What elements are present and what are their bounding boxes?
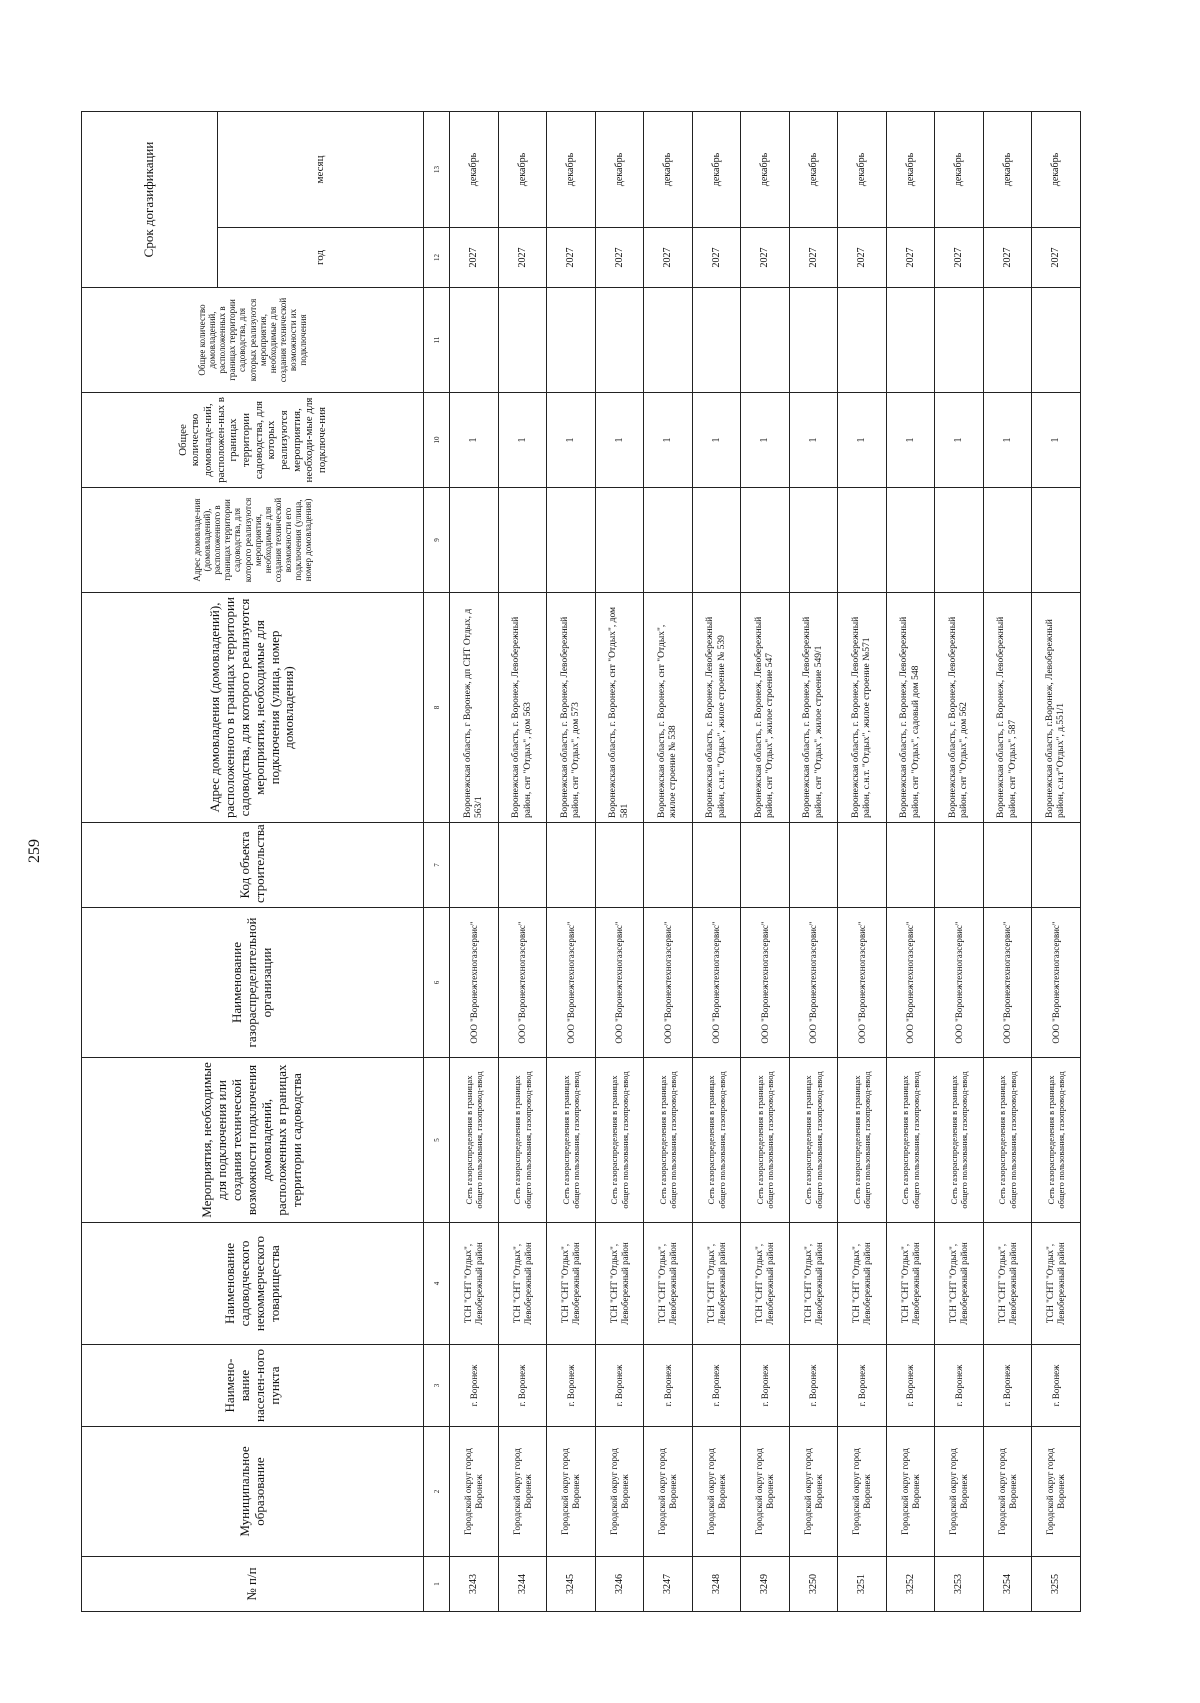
cell-activity: Сеть газораспределения в границах общего пользования, газопровод-ввод [692,1058,741,1223]
cell-month: декабрь [983,112,1032,228]
table-row [838,112,887,1612]
cell-object-code [983,823,1032,908]
cell-gas-org: ООО "Воронежтехногазсервис" [547,908,596,1058]
cell-year: 2027 [789,228,838,288]
cell-row-number: 3251 [838,1557,887,1612]
cell-municipality: Городской округ город Воронеж [741,1427,790,1557]
cell-activity: Сеть газораспределения в границах общего пользования, газопровод-ввод [595,1058,644,1223]
cell-municipality: Городской округ город Воронеж [983,1427,1032,1557]
cell-activity: Сеть газораспределения в границах общего пользования, газопровод-ввод [935,1058,984,1223]
cell-year: 2027 [741,228,790,288]
cell-year: 2027 [450,228,499,288]
cell-gas-org: ООО "Воронежтехногазсервис" [450,908,499,1058]
cell-count-connection: 1 [1032,393,1081,488]
cell-snt-name: ТСН "СНТ "Отдых", Левобережный район [741,1223,790,1345]
cell-address: Воронежская область, г. Воронеж, Левобережный район, снт "Отдых", садовый дом 548 [886,593,935,823]
cell-address-capability [935,488,984,593]
cell-month: декабрь [1032,112,1081,228]
cell-municipality: Городской округ город Воронеж [595,1427,644,1557]
cell-row-number: 3255 [1032,1557,1081,1612]
cell-address: Воронежская область, г. Воронеж, Левобережный район, с.н.т. "Отдых", жилое строение №571 [838,593,887,823]
cell-count-connection: 1 [741,393,790,488]
cell-month: декабрь [935,112,984,228]
cell-row-number: 3245 [547,1557,596,1612]
cell-settlement: г. Воронеж [935,1345,984,1427]
header-settlement: Наимено-вание населен-ного пункта [82,1345,424,1427]
column-number: 9 [424,488,450,593]
cell-settlement: г. Воронеж [838,1345,887,1427]
cell-address: Воронежская область, г Воронеж, дп СНТ Отдых, д 563/1 [450,593,499,823]
cell-month: декабрь [595,112,644,228]
cell-settlement: г. Воронеж [498,1345,547,1427]
cell-activity: Сеть газораспределения в границах общего пользования, газопровод-ввод [1032,1058,1081,1223]
cell-municipality: Городской округ город Воронеж [935,1427,984,1557]
cell-address: Воронежская область, г. Воронеж, Левобережный район, снт "Отдых", дом 563 [498,593,547,823]
column-number: 7 [424,823,450,908]
header-count-connection: Общее количество домовладе-ний, расположен-ных в границах территории садоводства, для которых реализуются мероприятия, необходи-мые для подключе-ния [82,393,424,488]
cell-object-code [935,823,984,908]
cell-snt-name: ТСН "СНТ "Отдых", Левобережный район [595,1223,644,1345]
cell-address: Воронежская область, г. Воронеж, Левобережный район, снт "Отдых", дом 573 [547,593,596,823]
cell-month: декабрь [789,112,838,228]
cell-object-code [789,823,838,908]
cell-snt-name: ТСН "СНТ "Отдых", Левобережный район [838,1223,887,1345]
cell-gas-org: ООО "Воронежтехногазсервис" [983,908,1032,1058]
table-row [1032,112,1081,1612]
column-number: 11 [424,288,450,393]
cell-settlement: г. Воронеж [789,1345,838,1427]
cell-settlement: г. Воронеж [1032,1345,1081,1427]
cell-settlement: г. Воронеж [595,1345,644,1427]
cell-count-connection: 1 [450,393,499,488]
cell-row-number: 3254 [983,1557,1032,1612]
cell-year: 2027 [838,228,887,288]
cell-address: Воронежская область, г. Воронеж, снт "Отдых", дом 581 [595,593,644,823]
header-object-code: Код объекта строительства [82,823,424,908]
cell-count-connection: 1 [838,393,887,488]
cell-row-number: 3249 [741,1557,790,1612]
cell-address: Воронежская область, г. Воронеж, снт "Отдых", жилое строение № 538 [644,593,693,823]
cell-count-capability [595,288,644,393]
cell-address-capability [886,488,935,593]
cell-municipality: Городской округ город Воронеж [789,1427,838,1557]
cell-address: Воронежская область, г. Воронеж, Левобережный район, снт "Отдых", жилое строение 547 [741,593,790,823]
cell-count-capability [547,288,596,393]
cell-activity: Сеть газораспределения в границах общего пользования, газопровод-ввод [498,1058,547,1223]
column-number: 5 [424,1058,450,1223]
cell-settlement: г. Воронеж [741,1345,790,1427]
cell-settlement: г. Воронеж [983,1345,1032,1427]
cell-year: 2027 [886,228,935,288]
header-deadline: Срок догазификации [82,112,218,288]
cell-activity: Сеть газораспределения в границах общего пользования, газопровод-ввод [789,1058,838,1223]
table-row [547,112,596,1612]
cell-object-code [450,823,499,908]
cell-address-capability [983,488,1032,593]
cell-gas-org: ООО "Воронежтехногазсервис" [741,908,790,1058]
cell-settlement: г. Воронеж [547,1345,596,1427]
cell-snt-name: ТСН "СНТ "Отдых", Левобережный район [886,1223,935,1345]
cell-activity: Сеть газораспределения в границах общего пользования, газопровод-ввод [741,1058,790,1223]
cell-month: декабрь [741,112,790,228]
header-gas-org: Наименование газораспределительной организации [82,908,424,1058]
cell-gas-org: ООО "Воронежтехногазсервис" [838,908,887,1058]
cell-count-capability [450,288,499,393]
cell-object-code [595,823,644,908]
cell-month: декабрь [498,112,547,228]
cell-count-capability [692,288,741,393]
cell-municipality: Городской округ город Воронеж [547,1427,596,1557]
table-row [983,112,1032,1612]
cell-count-connection: 1 [547,393,596,488]
rotated-table-wrapper [81,112,1081,1612]
cell-municipality: Городской округ город Воронеж [886,1427,935,1557]
cell-count-capability [741,288,790,393]
cell-object-code [838,823,887,908]
cell-address: Воронежская область, г. Воронеж, Левобережный район, снт "Отдых", 587 [983,593,1032,823]
column-number: 12 [424,228,450,288]
cell-count-connection: 1 [692,393,741,488]
cell-count-capability [789,288,838,393]
cell-month: декабрь [547,112,596,228]
cell-snt-name: ТСН "СНТ "Отдых", Левобережный район [1032,1223,1081,1345]
cell-address-capability [450,488,499,593]
cell-address-capability [838,488,887,593]
header-address-capability: Адрес домовладе-ния (домовладений), расположенного в границах территории садоводства, для которого реализуются мероприятия, необходимые для создания технической возможности его подключения (улица, номер домовладения) [82,488,424,593]
cell-row-number: 3244 [498,1557,547,1612]
cell-count-capability [1032,288,1081,393]
cell-gas-org: ООО "Воронежтехногазсервис" [886,908,935,1058]
header-year: год [218,228,424,288]
cell-count-connection: 1 [644,393,693,488]
cell-year: 2027 [935,228,984,288]
cell-snt-name: ТСН "СНТ "Отдых", Левобережный район [935,1223,984,1345]
table-body [450,112,1081,1612]
column-number: 6 [424,908,450,1058]
table-row [644,112,693,1612]
cell-activity: Сеть газораспределения в границах общего пользования, газопровод-ввод [450,1058,499,1223]
column-number-row [424,112,450,1612]
cell-activity: Сеть газораспределения в границах общего пользования, газопровод-ввод [983,1058,1032,1223]
header-month: месяц [218,112,424,228]
cell-year: 2027 [1032,228,1081,288]
cell-snt-name: ТСН "СНТ "Отдых", Левобережный район [547,1223,596,1345]
cell-address: Воронежская область, г.Воронеж, Левобережный район, с.н.т"Отдых", д.551/1 [1032,593,1081,823]
cell-gas-org: ООО "Воронежтехногазсервис" [644,908,693,1058]
cell-row-number: 3248 [692,1557,741,1612]
cell-month: декабрь [886,112,935,228]
cell-settlement: г. Воронеж [692,1345,741,1427]
header-number: № п/п [82,1557,424,1612]
cell-address-capability [595,488,644,593]
header-activities: Мероприятия, необходимые для подключения или создания технической возможности подключения домовладений, расположенных в границах территории садоводства [82,1058,424,1223]
cell-snt-name: ТСН "СНТ "Отдых", Левобережный район [644,1223,693,1345]
cell-object-code [498,823,547,908]
cell-address-capability [498,488,547,593]
cell-settlement: г. Воронеж [644,1345,693,1427]
cell-gas-org: ООО "Воронежтехногазсервис" [935,908,984,1058]
header-municipality: Муниципальное образование [82,1427,424,1557]
cell-count-capability [983,288,1032,393]
cell-count-connection: 1 [886,393,935,488]
table-row [692,112,741,1612]
cell-row-number: 3247 [644,1557,693,1612]
cell-object-code [1032,823,1081,908]
header-snt: Наименование садоводческого некоммерческого товарищества [82,1223,424,1345]
column-number: 10 [424,393,450,488]
cell-row-number: 3250 [789,1557,838,1612]
table-row [595,112,644,1612]
cell-year: 2027 [498,228,547,288]
cell-gas-org: ООО "Воронежтехногазсервис" [692,908,741,1058]
cell-address-capability [547,488,596,593]
cell-row-number: 3253 [935,1557,984,1612]
table-row [741,112,790,1612]
cell-snt-name: ТСН "СНТ "Отдых", Левобережный район [498,1223,547,1345]
cell-snt-name: ТСН "СНТ "Отдых", Левобережный район [789,1223,838,1345]
cell-gas-org: ООО "Воронежтехногазсервис" [1032,908,1081,1058]
column-number: 3 [424,1345,450,1427]
table-row [450,112,499,1612]
cell-address-capability [692,488,741,593]
column-number: 1 [424,1557,450,1612]
cell-count-connection: 1 [789,393,838,488]
table-row [886,112,935,1612]
cell-count-connection: 1 [498,393,547,488]
cell-address: Воронежская область, г. Воронеж, Левобережный район, снт "Отдых", дом 562 [935,593,984,823]
table-row [935,112,984,1612]
cell-address-capability [1032,488,1081,593]
cell-month: декабрь [450,112,499,228]
cell-address: Воронежская область, г. Воронеж, Левобережный район, снт "Отдых", жилое строение 549/1 [789,593,838,823]
column-number: 4 [424,1223,450,1345]
cell-row-number: 3246 [595,1557,644,1612]
column-number: 2 [424,1427,450,1557]
cell-address-capability [644,488,693,593]
cell-address: Воронежская область, г. Воронеж, Левобережный район, с.н.т. "Отдых", жилое строение № 539 [692,593,741,823]
cell-snt-name: ТСН "СНТ "Отдых", Левобережный район [983,1223,1032,1345]
column-number: 13 [424,112,450,228]
cell-snt-name: ТСН "СНТ "Отдых", Левобережный район [692,1223,741,1345]
cell-count-capability [498,288,547,393]
table-row [498,112,547,1612]
cell-municipality: Городской округ город Воронеж [498,1427,547,1557]
cell-object-code [741,823,790,908]
cell-year: 2027 [644,228,693,288]
cell-count-capability [886,288,935,393]
cell-gas-org: ООО "Воронежтехногазсервис" [789,908,838,1058]
cell-object-code [644,823,693,908]
table-row [789,112,838,1612]
cell-month: декабрь [838,112,887,228]
cell-year: 2027 [547,228,596,288]
cell-gas-org: ООО "Воронежтехногазсервис" [595,908,644,1058]
cell-object-code [547,823,596,908]
cell-municipality: Городской округ город Воронеж [692,1427,741,1557]
column-number: 8 [424,593,450,823]
cell-count-connection: 1 [935,393,984,488]
page-number: 259 [26,839,43,863]
cell-object-code [886,823,935,908]
cell-municipality: Городской округ город Воронеж [644,1427,693,1557]
cell-address-capability [741,488,790,593]
cell-count-connection: 1 [595,393,644,488]
cell-count-capability [838,288,887,393]
cell-row-number: 3252 [886,1557,935,1612]
cell-activity: Сеть газораспределения в границах общего пользования, газопровод-ввод [644,1058,693,1223]
cell-activity: Сеть газораспределения в границах общего пользования, газопровод-ввод [838,1058,887,1223]
cell-municipality: Городской округ город Воронеж [450,1427,499,1557]
cell-count-capability [935,288,984,393]
gasification-table [81,111,1081,1612]
cell-municipality: Городской округ город Воронеж [1032,1427,1081,1557]
cell-snt-name: ТСН "СНТ "Отдых", Левобережный район [450,1223,499,1345]
cell-settlement: г. Воронеж [886,1345,935,1427]
header-count-capability: Общее количество домовладений, расположенных в границах территории садоводства, для которых реализуются мероприятия, необходимые для создания технической возможности их подключения [82,288,424,393]
cell-activity: Сеть газораспределения в границах общего пользования, газопровод-ввод [886,1058,935,1223]
cell-year: 2027 [983,228,1032,288]
cell-month: декабрь [692,112,741,228]
cell-year: 2027 [595,228,644,288]
cell-count-connection: 1 [983,393,1032,488]
cell-object-code [692,823,741,908]
cell-address-capability [789,488,838,593]
cell-month: декабрь [644,112,693,228]
cell-year: 2027 [692,228,741,288]
cell-gas-org: ООО "Воронежтехногазсервис" [498,908,547,1058]
cell-row-number: 3243 [450,1557,499,1612]
cell-activity: Сеть газораспределения в границах общего пользования, газопровод-ввод [547,1058,596,1223]
cell-municipality: Городской округ город Воронеж [838,1427,887,1557]
cell-settlement: г. Воронеж [450,1345,499,1427]
header-address-connection: Адрес домовладения (домовладений), расположенного в границах территории садоводства, для которого реализуются мероприятия, необходимые для подключения (улица, номер домовладения) [82,593,424,823]
cell-count-capability [644,288,693,393]
